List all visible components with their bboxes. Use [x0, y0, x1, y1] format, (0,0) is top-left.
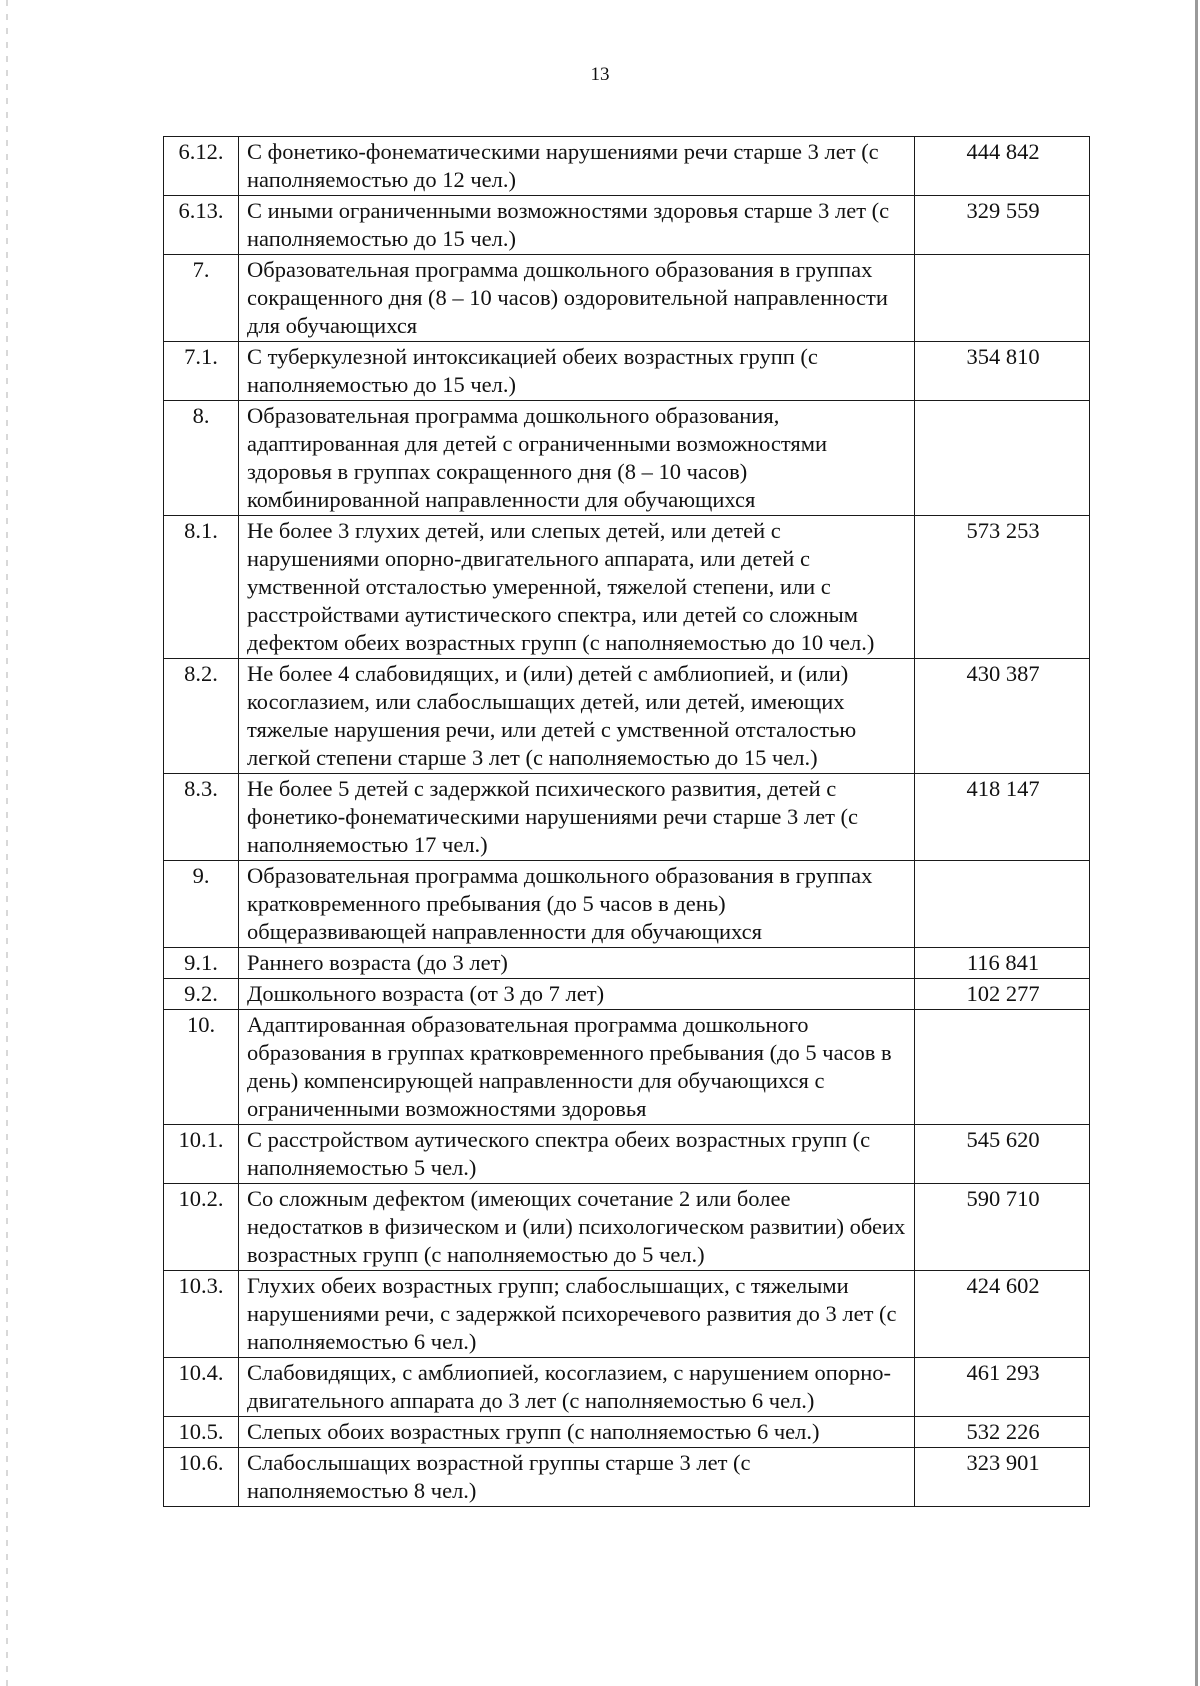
row-number: 8.1.	[164, 516, 239, 659]
row-number: 10.5.	[164, 1417, 239, 1448]
table-row	[164, 1417, 1090, 1448]
row-number: 10.	[164, 1010, 239, 1125]
row-number: 10.4.	[164, 1358, 239, 1417]
row-value: 532 226	[915, 1417, 1090, 1448]
row-description: Со сложным дефектом (имеющих сочетание 2 или более недостатков в физическом и (или) психологическом развитии) обеих возрастных групп (с наполняемостью до 5 чел.)	[239, 1184, 915, 1271]
table-row	[164, 1010, 1090, 1125]
scan-edge-right	[1195, 0, 1198, 1686]
table-row	[164, 342, 1090, 401]
table-row	[164, 1358, 1090, 1417]
row-value: 573 253	[915, 516, 1090, 659]
row-value	[915, 255, 1090, 342]
row-value: 329 559	[915, 196, 1090, 255]
row-value	[915, 1010, 1090, 1125]
row-description: Не более 3 глухих детей, или слепых детей, или детей с нарушениями опорно-двигательного аппарата, или детей с умственной отсталостью умеренной, тяжелой степени, или с расстройствами аутистического спектра, или детей со сложным дефектом обеих возрастных групп (с наполняемостью до 10 чел.)	[239, 516, 915, 659]
row-value: 430 387	[915, 659, 1090, 774]
row-description: Слабослышащих возрастной группы старше 3 лет (с наполняемостью 8 чел.)	[239, 1448, 915, 1507]
row-description: Образовательная программа дошкольного образования в группах кратковременного пребывания (до 5 часов в день) общеразвивающей направленности для обучающихся	[239, 861, 915, 948]
row-number: 10.2.	[164, 1184, 239, 1271]
row-description: С иными ограниченными возможностями здоровья старше 3 лет (с наполняемостью до 15 чел.)	[239, 196, 915, 255]
row-value: 545 620	[915, 1125, 1090, 1184]
row-number: 10.6.	[164, 1448, 239, 1507]
table-row	[164, 659, 1090, 774]
row-number: 8.2.	[164, 659, 239, 774]
table-row	[164, 1184, 1090, 1271]
row-number: 6.12.	[164, 137, 239, 196]
row-value	[915, 401, 1090, 516]
row-number: 6.13.	[164, 196, 239, 255]
row-number: 7.1.	[164, 342, 239, 401]
row-number: 10.1.	[164, 1125, 239, 1184]
row-value: 354 810	[915, 342, 1090, 401]
row-value: 116 841	[915, 948, 1090, 979]
row-description: Слепых обоих возрастных групп (с наполняемостью 6 чел.)	[239, 1417, 915, 1448]
row-value: 418 147	[915, 774, 1090, 861]
row-description: Образовательная программа дошкольного образования в группах сокращенного дня (8 – 10 часов) оздоровительной направленности для обучающихся	[239, 255, 915, 342]
row-description: Дошкольного возраста (от 3 до 7 лет)	[239, 979, 915, 1010]
row-value: 590 710	[915, 1184, 1090, 1271]
row-description: С фонетико-фонематическими нарушениями речи старше 3 лет (с наполняемостью до 12 чел.)	[239, 137, 915, 196]
row-description: Не более 4 слабовидящих, и (или) детей с амблиопией, и (или) косоглазием, или слабослышащих детей, или детей, имеющих тяжелые нарушения речи, или детей с умственной отсталостью легкой степени старше 3 лет (с наполняемостью до 15 чел.)	[239, 659, 915, 774]
row-value: 424 602	[915, 1271, 1090, 1358]
row-value: 461 293	[915, 1358, 1090, 1417]
row-number: 8.3.	[164, 774, 239, 861]
scan-edge-left	[6, 0, 8, 1686]
row-description: Слабовидящих, с амблиопией, косоглазием, с нарушением опорно-двигательного аппарата до 3 лет (с наполняемостью 6 чел.)	[239, 1358, 915, 1417]
tariff-table	[163, 136, 1090, 1507]
table-row	[164, 255, 1090, 342]
table-row	[164, 516, 1090, 659]
table-row	[164, 1448, 1090, 1507]
row-description: С туберкулезной интоксикацией обеих возрастных групп (с наполняемостью до 15 чел.)	[239, 342, 915, 401]
table-row	[164, 401, 1090, 516]
row-number: 7.	[164, 255, 239, 342]
table-row	[164, 137, 1090, 196]
table-row	[164, 1125, 1090, 1184]
row-value: 444 842	[915, 137, 1090, 196]
row-description: Адаптированная образовательная программа дошкольного образования в группах кратковременного пребывания (до 5 часов в день) компенсирующей направленности для обучающихся с ограниченными возможностями здоровья	[239, 1010, 915, 1125]
row-value: 102 277	[915, 979, 1090, 1010]
row-description: С расстройством аутического спектра обеих возрастных групп (с наполняемостью 5 чел.)	[239, 1125, 915, 1184]
row-number: 8.	[164, 401, 239, 516]
table-row	[164, 1271, 1090, 1358]
row-description: Раннего возраста (до 3 лет)	[239, 948, 915, 979]
row-description: Глухих обеих возрастных групп; слабослышащих, с тяжелыми нарушениями речи, с задержкой психоречевого развития до 3 лет (с наполняемостью 6 чел.)	[239, 1271, 915, 1358]
row-number: 9.1.	[164, 948, 239, 979]
table-row	[164, 861, 1090, 948]
row-description: Не более 5 детей с задержкой психического развития, детей с фонетико-фонематическими нарушениями речи старше 3 лет (с наполняемостью 17 чел.)	[239, 774, 915, 861]
table-row	[164, 979, 1090, 1010]
row-value	[915, 861, 1090, 948]
table-row	[164, 948, 1090, 979]
row-description: Образовательная программа дошкольного образования, адаптированная для детей с ограниченными возможностями здоровья в группах сокращенного дня (8 – 10 часов) комбинированной направленности для обучающихся	[239, 401, 915, 516]
table-body	[164, 137, 1090, 1507]
table-row	[164, 196, 1090, 255]
page-number: 13	[590, 64, 610, 85]
row-value: 323 901	[915, 1448, 1090, 1507]
table-row	[164, 774, 1090, 861]
row-number: 9.	[164, 861, 239, 948]
row-number: 9.2.	[164, 979, 239, 1010]
row-number: 10.3.	[164, 1271, 239, 1358]
